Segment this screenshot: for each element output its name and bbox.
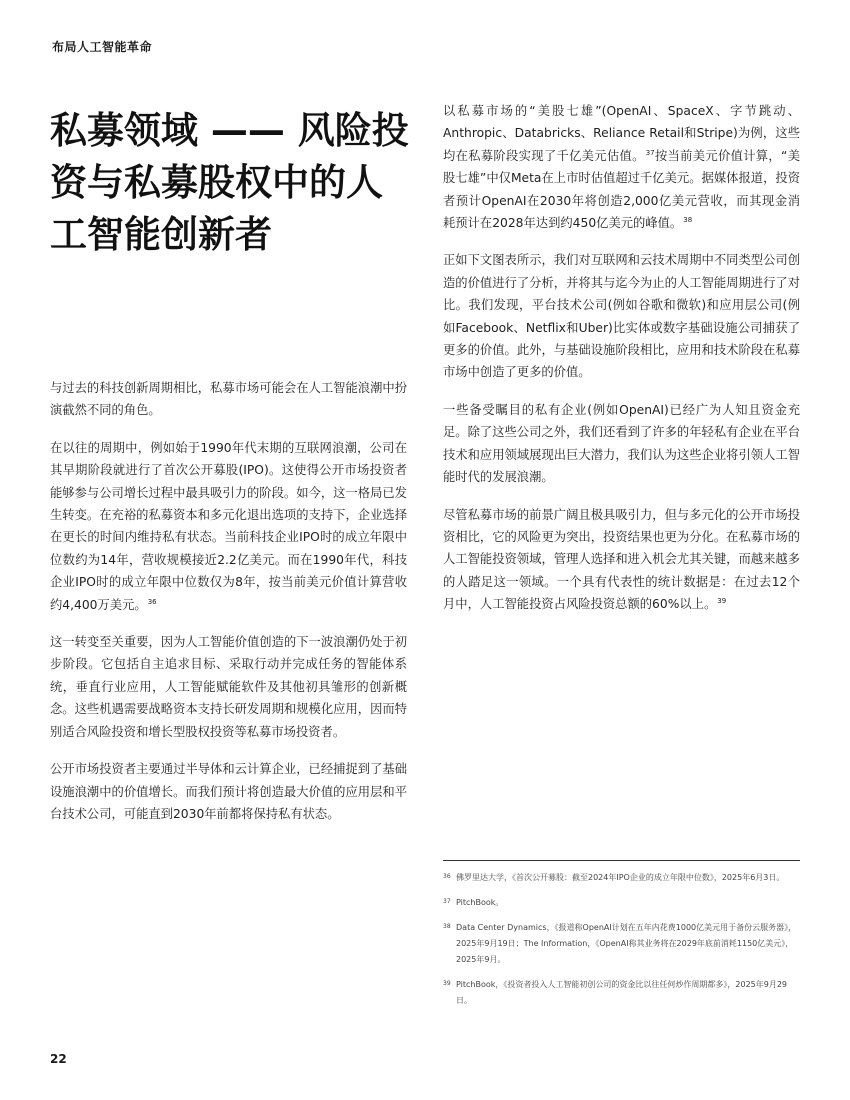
paragraph-text: 公开市场投资者主要通过半导体和云计算企业，已经捕捉到了基础设施浪潮中的价值增长。而我们预计将创造最大价值的应用层和平台技术公司，可能直到2030年前都将保持私有状态。 — [50, 762, 407, 821]
paragraph — [443, 100, 800, 234]
paragraph — [50, 758, 407, 825]
footnote-divider — [443, 860, 800, 861]
section-title: 私募领域 —— 风险投资与私募股权中的人工智能创新者 — [50, 109, 409, 256]
footnote-ref: 36 — [147, 597, 157, 606]
footnote-text: Data Center Dynamics，《报道称OpenAI计划在五年内花费1000亿美元用于备份云服务器》，2025年9月19日；The Information，《OpenAI称其业务将在2029年底前消耗1150亿美元》，2025年9月。 — [456, 923, 797, 964]
paragraph-text: 这一转变至关重要，因为人工智能价值创造的下一波浪潮仍处于初步阶段。它包括自主追求目标、采取行动并完成任务的智能体系统，垂直行业应用，人工智能赋能软件及其他初具雏形的创新概念。这些机遇需要战略资本支持长研发周期和规模化应用，因而特别适合风险投资和增长型股权投资等私募市场投资者。 — [50, 635, 407, 739]
right-column — [443, 100, 800, 631]
paragraph — [50, 377, 407, 422]
footnote-number: 37 — [443, 898, 451, 905]
footnote-ref: 39 — [717, 597, 727, 606]
paragraph — [443, 399, 800, 489]
footnote-text: 佛罗里达大学，《首次公开募股：截至2024年IPO企业的成立年限中位数》，2025年6月3日。 — [456, 873, 785, 882]
footnote — [443, 895, 800, 911]
paragraph-text: 与过去的科技创新周期相比，私募市场可能会在人工智能浪潮中扮演截然不同的角色。 — [50, 381, 407, 418]
paragraph — [443, 249, 800, 383]
left-column — [50, 377, 407, 840]
paragraph-text: 一些备受瞩目的私有企业(例如OpenAI)已经广为人知且资金充足。除了这些公司之外，我们还看到了许多的年轻私有企业在平台技术和应用领域展现出巨大潜力，我们认为这些企业将引领人工智能时代的发展浪潮。 — [443, 402, 800, 485]
paragraph — [443, 504, 800, 616]
paragraph-text: 在以往的周期中，例如始于1990年代末期的互联网浪潮，公司在其早期阶段就进行了首次公开募股(IPO)。这使得公开市场投资者能够参与公司增长过程中最具吸引力的阶段。如今，这一格局已发生转变。在充裕的私募资本和多元化退出选项的支持下，企业选择在更长的时间内维持私有状态。当前科技企业IPO时的成立年限中位数约为14年，营收规模接近2.2亿美元。而在1990年代，科技企业IPO时的成立年限中位数仅为8年，按当前美元价值计算营收约4,400万美元。 — [50, 440, 407, 612]
paragraph-text: 以私募市场的“美股七雄”(OpenAI、SpaceX、字节跳动、Anthropic、Databricks、Reliance Retail和Stripe)为例，这些均在私募阶段实现了千亿美元估值。 — [443, 104, 800, 163]
footnote — [443, 977, 800, 1009]
paragraph-text: 正如下文图表所示，我们对互联网和云技术周期中不同类型公司创造的价值进行了分析，并将其与迄今为止的人工智能周期进行了对比。我们发现，平台技术公司(例如谷歌和微软)和应用层公司(例如Facebook、Netflix和Uber)比实体或数字基础设施公司捕获了更多的价值。此外，与基础设施阶段相比，应用和技术阶段在私募市场中创造了更多的价值。 — [443, 253, 800, 380]
running-header: 布局人工智能革命 — [52, 40, 153, 54]
paragraph-text: 按当前美元价值计算，“美股七雄”中仅Meta在上市时估值超过千亿美元。据媒体报道，投资者预计OpenAI在2030年将创造2,000亿美元营收，而其现金消耗预计在2028年达到约450亿美元的峰值。 — [443, 148, 800, 231]
footnote — [443, 920, 800, 968]
footnote-text: PitchBook，《投资者投入人工智能初创公司的资金比以往任何炒作周期都多》，2025年9月29日。 — [456, 980, 788, 1005]
footnote-number: 36 — [443, 873, 451, 880]
page-number: 22 — [50, 1052, 67, 1066]
footnote-number: 39 — [443, 980, 451, 987]
paragraph-text: 尽管私募市场的前景广阔且极具吸引力，但与多元化的公开市场投资相比，它的风险更为突出，投资结果也更为分化。在私募市场的人工智能投资领域，管理人选择和进入机会尤其关键，而越来越多的人踏足这一领域。一个具有代表性的统计数据是：在过去12个月中，人工智能投资占风险投资总额的60%以上。 — [443, 507, 800, 612]
footnote — [443, 870, 800, 886]
footnote-ref: 38 — [683, 215, 693, 224]
footnotes — [443, 870, 800, 1018]
footnote-ref: 37 — [645, 148, 655, 157]
footnote-number: 38 — [443, 923, 451, 930]
paragraph — [50, 631, 407, 743]
paragraph — [50, 437, 407, 616]
footnote-text: PitchBook。 — [456, 898, 504, 907]
